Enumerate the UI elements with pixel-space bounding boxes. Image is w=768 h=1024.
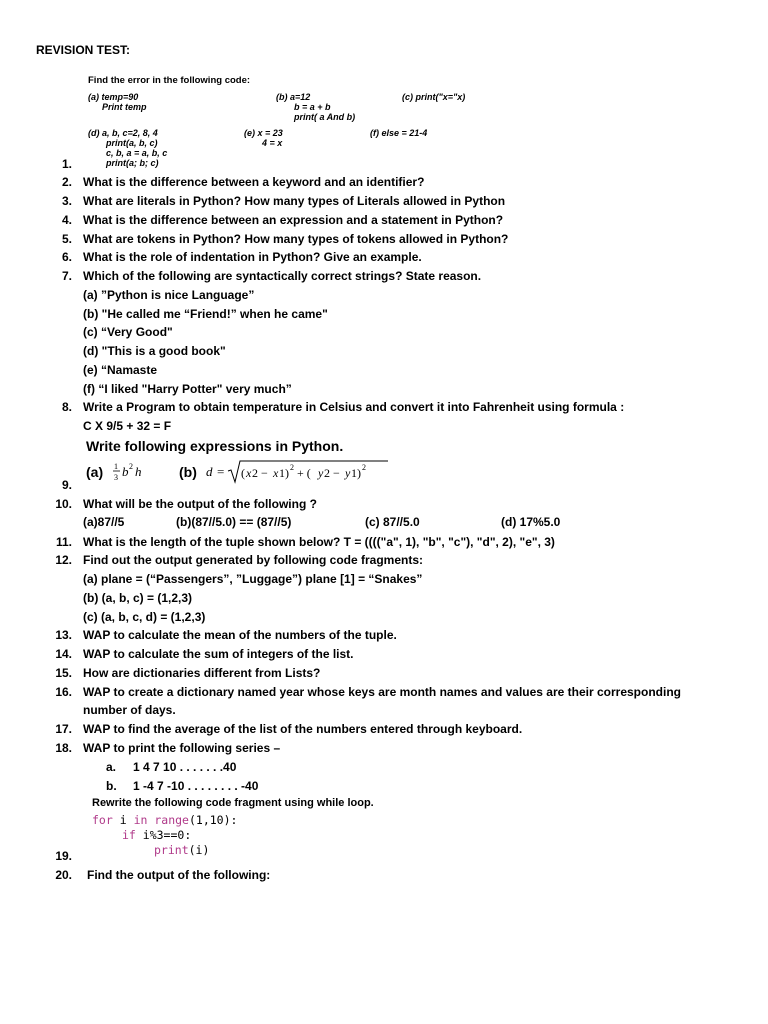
q2-number: 2. — [61, 175, 72, 189]
q12-text: Find out the output generated by following code fragments: — [83, 553, 423, 567]
q1-a-line1: (a) temp=90 — [88, 92, 139, 102]
q5-text: What are tokens in Python? How many types of tokens allowed in Python? — [83, 232, 509, 246]
svg-text:h: h — [135, 464, 142, 479]
svg-text:2: 2 — [362, 463, 366, 472]
q8-number: 8. — [61, 400, 72, 414]
q10-option-d: (d) 17%5.0 — [501, 515, 561, 529]
q18-series-a-label: a. — [106, 760, 117, 774]
q19-print-fn: print — [154, 843, 189, 857]
q10-number: 10. — [55, 497, 72, 511]
q18-text: WAP to print the following series – — [83, 741, 281, 755]
q18-series-b: 1 -4 7 -10 . . . . . . . . -40 — [133, 779, 259, 793]
q1-b-line1: (b) a=12 — [276, 92, 311, 102]
q14-number: 14. — [55, 647, 72, 661]
svg-text:+ (: + ( — [297, 466, 311, 480]
q11-number: 11. — [55, 535, 72, 549]
q10-option-a: (a)87//5 — [83, 515, 125, 529]
q1-d-line3: c, b, a = a, b, c — [106, 148, 168, 158]
q18-series-a: 1 4 7 10 . . . . . . .40 — [133, 760, 237, 774]
q1-f-line1: (f) else = 21-4 — [370, 128, 428, 138]
svg-text:x: x — [246, 466, 252, 480]
q10-text: What will be the output of the following ? — [83, 497, 317, 511]
q7-text: Which of the following are syntactically correct strings? State reason. — [83, 269, 482, 283]
svg-text:1): 1) — [351, 466, 361, 480]
q18-number: 18. — [55, 741, 72, 755]
q19-code-line1 — [92, 813, 237, 827]
q19-condition: i%3==0: — [135, 828, 192, 842]
q12-number: 12. — [55, 553, 72, 567]
q9-expression-image — [84, 436, 454, 486]
q8-formula: C X 9/5 + 32 = F — [83, 419, 172, 433]
q7-option-b: (b) "He called me “Friend!” when he came" — [83, 307, 328, 321]
q1-d-line4: print(a; b; c) — [106, 158, 159, 168]
q9-number: 9. — [61, 478, 72, 492]
svg-text:y: y — [345, 466, 351, 480]
q1-b-line2: b = a + b — [294, 102, 331, 112]
q10-option-b: (b)(87//5.0) == (87//5) — [176, 515, 292, 529]
q1-code-image — [86, 74, 486, 170]
q20-number: 20. — [55, 868, 72, 882]
q7-option-c: (c) “Very Good" — [83, 325, 173, 339]
q19-code-line2 — [122, 828, 191, 842]
q9-b-label: (b) — [179, 464, 197, 480]
svg-text:x: x — [273, 466, 279, 480]
q7-option-f: (f) “I liked "Harry Potter" very much” — [83, 382, 292, 396]
svg-text:2 −: 2 − — [252, 466, 268, 480]
q9-heading: Write following expressions in Python. — [86, 438, 344, 454]
svg-text:b: b — [122, 464, 129, 479]
q1-c-line1: (c) print("x="x) — [402, 92, 466, 102]
q14-text: WAP to calculate the sum of integers of the list. — [83, 647, 354, 661]
q19-number: 19. — [55, 849, 72, 863]
q2-text: What is the difference between a keyword and an identifier? — [83, 175, 425, 189]
q1-d-line2: print(a, b, c) — [106, 138, 158, 148]
q10-option-c: (c) 87//5.0 — [365, 515, 420, 529]
q6-number: 6. — [61, 250, 72, 264]
q6-text: What is the role of indentation in Python? Give an example. — [83, 250, 422, 264]
svg-text:1): 1) — [279, 466, 289, 480]
q7-number: 7. — [61, 269, 72, 283]
q12-option-b: (b) (a, b, c) = (1,2,3) — [83, 591, 193, 605]
q15-number: 15. — [55, 666, 72, 680]
q19-var: i — [112, 813, 134, 827]
svg-text:y: y — [318, 466, 324, 480]
q9-expressions-svg — [84, 458, 454, 486]
svg-text:2: 2 — [129, 462, 133, 471]
q19-range-fn: range — [154, 813, 189, 827]
svg-text:1: 1 — [114, 462, 118, 471]
svg-text:(: ( — [241, 466, 245, 480]
q12-option-a: (a) plane = (“Passengers”, ”Luggage”) plane [1] = “Snakes” — [83, 572, 423, 586]
q1-heading: Find the error in the following code: — [88, 75, 251, 86]
page-title: REVISION TEST: — [36, 43, 131, 57]
q1-e-line1: (e) x = 23 — [244, 128, 283, 138]
q13-number: 13. — [55, 628, 72, 642]
svg-text:3: 3 — [114, 473, 118, 482]
q1-a-line2: Print temp — [102, 102, 147, 112]
svg-text:=: = — [217, 464, 225, 479]
svg-text:2 −: 2 − — [324, 466, 340, 480]
q1-d-line1: (d) a, b, c=2, 8, 4 — [88, 128, 158, 138]
q19-if-keyword: if — [122, 828, 136, 842]
q4-text: What is the difference between an expression and a statement in Python? — [83, 213, 504, 227]
q1-number: 1. — [61, 157, 72, 171]
q7-option-d: (d) "This is a good book" — [83, 344, 226, 358]
q19-in-keyword: in — [133, 813, 148, 827]
q20-text: Find the output of the following: — [87, 868, 271, 882]
q12-option-c: (c) (a, b, c, d) = (1,2,3) — [83, 610, 206, 624]
q19-code-line3 — [154, 843, 209, 857]
q19-code-image — [90, 797, 430, 861]
q15-text: How are dictionaries different from Lists? — [83, 666, 321, 680]
q7-option-a: (a) ”Python is nice Language” — [83, 288, 255, 302]
q16-text: WAP to create a dictionary named year whose keys are month names and values are their corresponding — [83, 685, 681, 699]
q1-b-line3: print( a And b) — [294, 112, 356, 122]
q17-text: WAP to find the average of the list of the numbers entered through keyboard. — [83, 722, 523, 736]
svg-text:2: 2 — [290, 463, 294, 472]
q3-number: 3. — [61, 194, 72, 208]
q16-number: 16. — [55, 685, 72, 699]
q16-text-continued: number of days. — [83, 703, 176, 717]
q19-range-args: (1,10): — [188, 813, 238, 827]
q1-e-line2: 4 = x — [262, 138, 283, 148]
q11-text: What is the length of the tuple shown below? T = (((("a", 1), "b", "c"), "d", 2), "e", 3) — [83, 535, 555, 549]
q5-number: 5. — [61, 232, 72, 246]
q19-heading: Rewrite the following code fragment using while loop. — [92, 797, 374, 809]
q19-for-keyword: for — [92, 813, 113, 827]
svg-text:d: d — [206, 464, 213, 479]
q18-series-b-label: b. — [106, 779, 117, 793]
q19-print-args: (i) — [188, 843, 210, 857]
q8-text: Write a Program to obtain temperature in Celsius and convert it into Fahrenheit using formula : — [83, 400, 625, 414]
q17-number: 17. — [55, 722, 72, 736]
q9-a-label: (a) — [86, 464, 104, 480]
q3-text: What are literals in Python? How many types of Literals allowed in Python — [83, 194, 506, 208]
q7-option-e: (e) “Namaste — [83, 363, 158, 377]
q4-number: 4. — [61, 213, 72, 227]
q13-text: WAP to calculate the mean of the numbers of the tuple. — [83, 628, 397, 642]
